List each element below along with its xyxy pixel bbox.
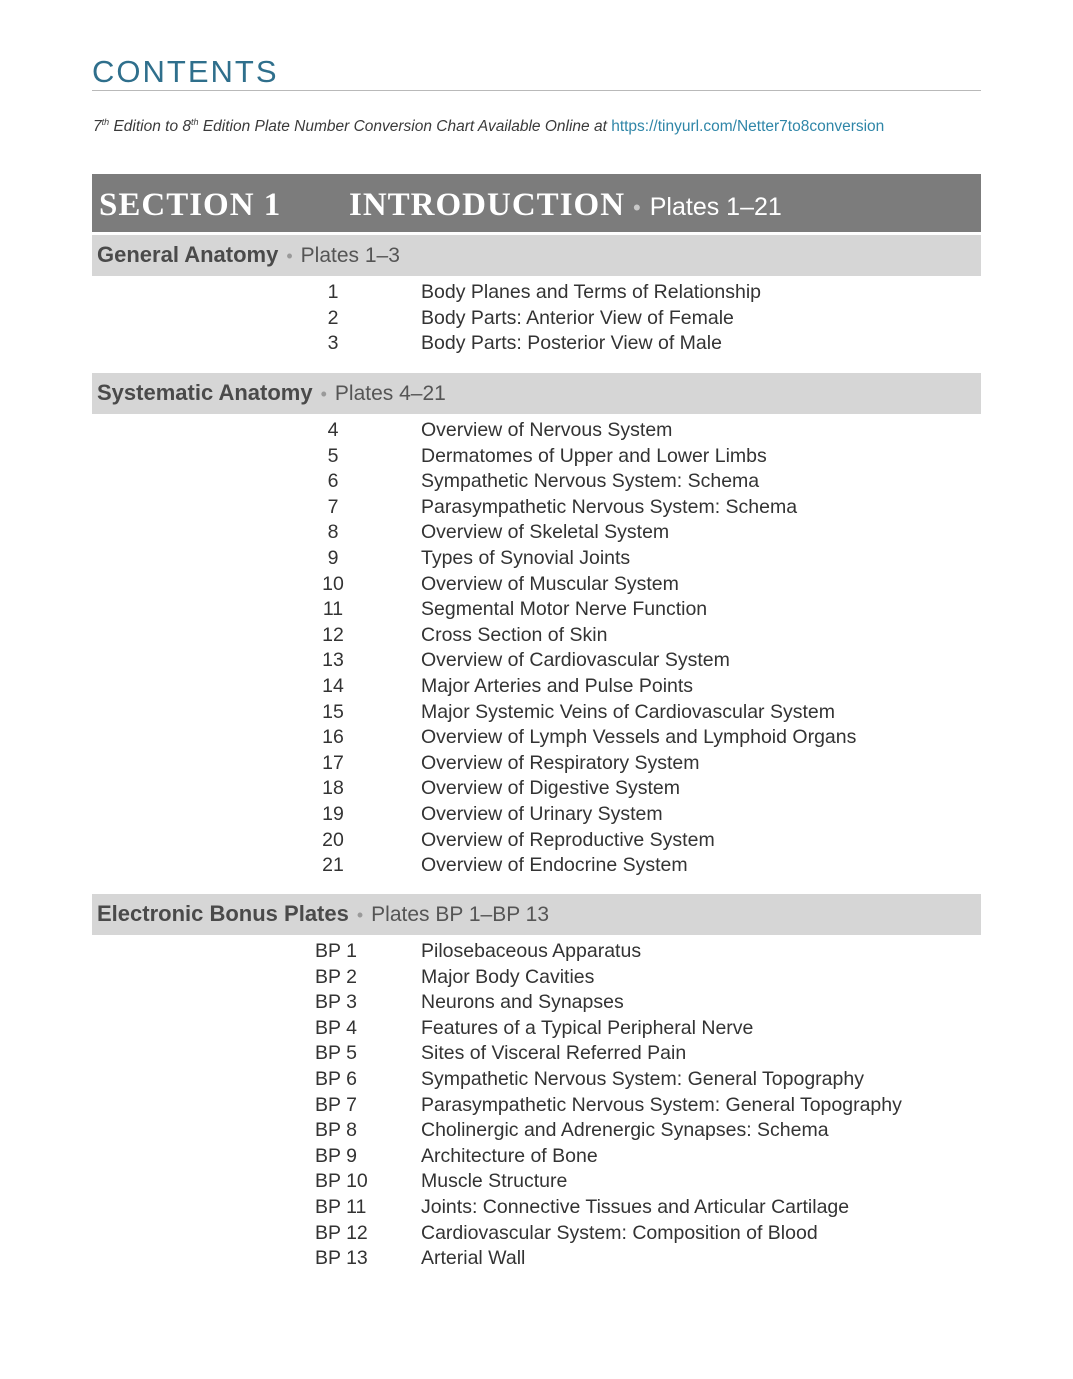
plate-title: Architecture of Bone	[421, 1144, 598, 1167]
group-bar-general-anatomy	[92, 235, 981, 276]
plate-title: Body Parts: Anterior View of Female	[421, 306, 734, 329]
plate-title: Dermatomes of Upper and Lower Limbs	[421, 444, 767, 467]
list-item[interactable]	[0, 332, 1073, 358]
plate-number: 21	[322, 854, 344, 877]
plate-number: 13	[322, 649, 344, 672]
edition-note-sup-2: th	[191, 117, 199, 127]
list-item[interactable]	[0, 419, 1073, 445]
plate-title: Overview of Reproductive System	[421, 828, 715, 851]
entries-general-anatomy	[0, 281, 1073, 358]
conversion-chart-link[interactable]: https://tinyurl.com/Netter7to8conversion	[611, 118, 885, 136]
bullet-separator: •	[356, 905, 364, 925]
plate-number: BP 13	[315, 1247, 368, 1270]
plate-number: 12	[322, 623, 344, 646]
plate-number: 10	[322, 572, 344, 595]
list-item[interactable]	[0, 966, 1073, 992]
list-item[interactable]	[0, 701, 1073, 727]
plate-title: Joints: Connective Tissues and Articular Cartilage	[421, 1195, 850, 1218]
plate-number: 6	[327, 470, 339, 493]
group-bar-systematic-anatomy	[92, 373, 981, 414]
section-heading	[349, 187, 782, 224]
list-item[interactable]	[0, 598, 1073, 624]
plate-title: Features of a Typical Peripheral Nerve	[421, 1016, 754, 1039]
list-item[interactable]	[0, 1170, 1073, 1196]
section-plates: Plates 1–21	[649, 193, 782, 221]
plate-number: 3	[327, 332, 339, 355]
plate-title: Cross Section of Skin	[421, 623, 608, 646]
plate-title: Body Planes and Terms of Relationship	[421, 281, 762, 303]
plate-number: BP 1	[315, 940, 357, 962]
list-item[interactable]	[0, 445, 1073, 471]
page-title: CONTENTS	[92, 54, 279, 89]
list-item[interactable]	[0, 803, 1073, 829]
plate-number: BP 5	[315, 1042, 357, 1065]
plate-number: BP 11	[315, 1195, 367, 1218]
plate-number: 18	[322, 777, 344, 800]
plate-number: 11	[322, 598, 344, 621]
plate-title: Overview of Skeletal System	[421, 521, 670, 544]
group-name: Systematic Anatomy	[97, 380, 313, 405]
list-item[interactable]	[0, 547, 1073, 573]
list-item[interactable]	[0, 726, 1073, 752]
list-item[interactable]	[0, 829, 1073, 855]
list-item[interactable]	[0, 940, 1073, 966]
plate-number: 5	[327, 444, 339, 467]
plate-number: BP 6	[315, 1067, 357, 1090]
plate-title: Overview of Cardiovascular System	[421, 649, 730, 672]
list-item[interactable]	[0, 496, 1073, 522]
plate-title: Sympathetic Nervous System: Schema	[421, 470, 760, 493]
bullet-separator: •	[286, 246, 293, 266]
plate-title: Overview of Nervous System	[421, 419, 673, 441]
plate-number: BP 10	[315, 1170, 368, 1193]
plate-title: Types of Synovial Joints	[421, 546, 631, 569]
section-banner	[92, 174, 981, 232]
plate-number: 19	[322, 802, 344, 825]
bullet-separator: •	[633, 195, 642, 220]
plate-title: Sympathetic Nervous System: General Topography	[421, 1067, 864, 1090]
group-bar-electronic-bonus-plates	[92, 894, 981, 935]
group-plates: Plates 4–21	[334, 382, 446, 405]
section-number: SECTION 1	[99, 187, 282, 223]
plate-number: BP 8	[315, 1119, 357, 1142]
edition-note-sup-1: th	[101, 117, 110, 127]
plate-title: Pilosebaceous Apparatus	[421, 940, 642, 962]
plate-number: 20	[322, 828, 344, 851]
list-item[interactable]	[0, 1119, 1073, 1145]
list-item[interactable]	[0, 675, 1073, 701]
list-item[interactable]	[0, 649, 1073, 675]
plate-title: Cholinergic and Adrenergic Synapses: Schema	[421, 1119, 829, 1142]
list-item[interactable]	[0, 521, 1073, 547]
plate-number: 14	[322, 674, 344, 697]
plate-number: 1	[327, 281, 339, 303]
plate-number: BP 2	[315, 965, 357, 988]
group-name: General Anatomy	[97, 242, 279, 267]
plate-number: 9	[327, 546, 339, 569]
list-item[interactable]	[0, 854, 1073, 880]
list-item[interactable]	[0, 1222, 1073, 1248]
plate-number: BP 4	[315, 1016, 357, 1039]
plate-title: Overview of Respiratory System	[421, 751, 700, 774]
list-item[interactable]	[0, 777, 1073, 803]
edition-note-text-a: Edition to 8	[109, 118, 191, 136]
plate-title: Arterial Wall	[421, 1247, 526, 1270]
list-item[interactable]	[0, 752, 1073, 778]
title-divider	[92, 90, 981, 91]
edition-note	[93, 117, 884, 136]
plate-title: Overview of Urinary System	[421, 802, 663, 825]
plate-title: Major Body Cavities	[421, 965, 595, 988]
group-name: Electronic Bonus Plates	[97, 901, 349, 926]
list-item[interactable]	[0, 1145, 1073, 1171]
list-item[interactable]	[0, 307, 1073, 333]
plate-number: 16	[322, 726, 344, 749]
plate-number: 17	[322, 751, 344, 774]
list-item[interactable]	[0, 991, 1073, 1017]
list-item[interactable]	[0, 1247, 1073, 1273]
plate-number: BP 3	[315, 991, 357, 1014]
plate-title: Muscle Structure	[421, 1170, 568, 1193]
plate-number: 2	[327, 306, 339, 329]
plate-title: Sites of Visceral Referred Pain	[421, 1042, 687, 1065]
plate-number: 4	[327, 419, 339, 441]
list-item[interactable]	[0, 1196, 1073, 1222]
list-item[interactable]	[0, 1017, 1073, 1043]
plate-title: Overview of Digestive System	[421, 777, 680, 800]
group-plates: Plates 1–3	[300, 244, 400, 267]
plate-title: Parasympathetic Nervous System: Schema	[421, 495, 798, 518]
plate-number: 7	[327, 495, 339, 518]
plate-title: Parasympathetic Nervous System: General Topography	[421, 1093, 902, 1116]
plate-title: Overview of Lymph Vessels and Lymphoid Organs	[421, 726, 857, 749]
list-item[interactable]	[0, 1042, 1073, 1068]
edition-note-text-b: Edition Plate Number Conversion Chart Available Online at	[198, 118, 612, 136]
entries-systematic-anatomy	[0, 419, 1073, 880]
plate-title: Overview of Muscular System	[421, 572, 679, 595]
list-item[interactable]	[0, 1068, 1073, 1094]
plate-number: BP 12	[315, 1221, 368, 1244]
plate-number: 15	[322, 700, 344, 723]
entries-electronic-bonus-plates	[0, 940, 1073, 1273]
list-item[interactable]	[0, 281, 1073, 307]
plate-title: Cardiovascular System: Composition of Blood	[421, 1221, 818, 1244]
plate-title: Major Systemic Veins of Cardiovascular System	[421, 700, 835, 723]
plate-number: BP 7	[315, 1093, 357, 1116]
plate-title: Major Arteries and Pulse Points	[421, 674, 694, 697]
plate-title: Overview of Endocrine System	[421, 854, 688, 877]
list-item[interactable]	[0, 470, 1073, 496]
list-item[interactable]	[0, 624, 1073, 650]
plate-title: Body Parts: Posterior View of Male	[421, 332, 722, 355]
list-item[interactable]	[0, 1094, 1073, 1120]
section-title: INTRODUCTION	[349, 187, 626, 223]
plate-title: Neurons and Synapses	[421, 991, 624, 1014]
plate-title: Segmental Motor Nerve Function	[421, 598, 708, 621]
list-item[interactable]	[0, 573, 1073, 599]
edition-note-lead: 7	[93, 118, 102, 136]
plate-number: 8	[327, 521, 339, 544]
plate-number: BP 9	[315, 1144, 357, 1167]
group-plates: Plates BP 1–BP 13	[371, 903, 550, 926]
bullet-separator: •	[320, 384, 327, 404]
